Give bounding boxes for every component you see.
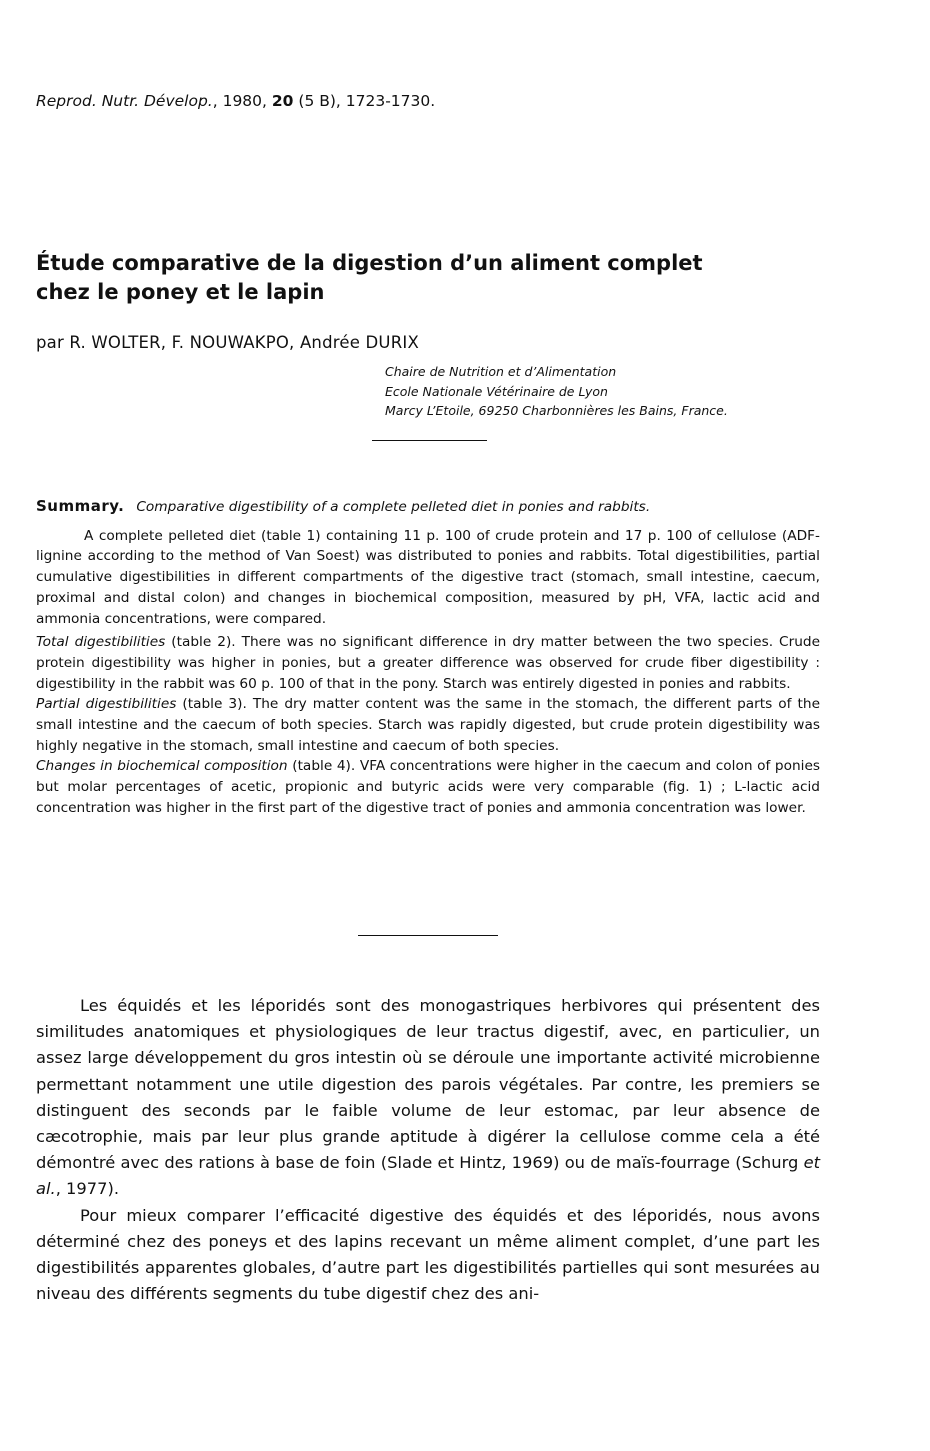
divider-rule <box>358 935 498 936</box>
affiliation-line-2: Ecole Nationale Vétérinaire de Lyon <box>385 383 608 399</box>
summary-sub-text: (table 3). The dry matter content was the same in the stomach, the different parts of the small intestine and the caecum of both species. Starch was rapidly digested, but crude protein digestibility was highly negative in the stomach, small intestine and caecum of both species. <box>36 696 820 754</box>
summary-sublabel: Total digestibilities <box>36 634 166 651</box>
journal-volume: 20 <box>271 92 294 110</box>
article-title <box>36 249 796 307</box>
summary-total-digestibilities <box>36 632 820 694</box>
body-text-span: , 1977). <box>55 1179 119 1199</box>
affiliation-line-3: Marcy L’Etoile, 69250 Charbonnières les Bains, France. <box>385 403 728 418</box>
summary-paragraph: A complete pelleted diet (table 1) containing 11 p. 100 of crude protein and 17 p. 100 of cellulose (ADF-lignine according to the method of Van Soest) was distributed to ponies and rabbits. Total digestibilities, partial cumulative digestibilities in different compartments of the digestive tract (stomach, small intestine, caecum, proximal and distal colon) and changes in biochemical composition, measured by pH, VFA, lactic acid and ammonia concentrations, were compared. <box>36 527 820 627</box>
summary-english-title: Comparative digestibility of a complete pelleted diet in ponies and rabbits. <box>136 499 651 515</box>
summary-sub-text: (table 2). There was no significant difference in dry matter between the two species. Crude protein digestibility was higher in ponies, but a greater difference was observed for crude fiber digestibility : digestibility in the rabbit was 60 p. 100 of that in the pony. Starch was entirely digested in ponies and rabbits. <box>36 634 821 692</box>
summary-heading-line <box>36 496 820 518</box>
authors: par R. WOLTER, F. NOUWAKPO, Andrée DURIX <box>36 333 419 352</box>
summary-heading: Summary. <box>36 497 125 515</box>
summary-section <box>36 496 820 819</box>
journal-year: , 1980, <box>212 92 272 110</box>
journal-reference <box>36 92 435 110</box>
affiliation <box>385 362 728 421</box>
summary-sub-text: (table 4). VFA concentrations were higher in the caecum and colon of ponies but molar percentages of acetic, propionic and butyric acids were very comparable (fig. 1) ; L-lactic acid concentration was higher in the first part of the digestive tract of ponies and ammonia concentration was lower. <box>36 758 820 816</box>
summary-sublabel: Partial digestibilities <box>36 696 177 713</box>
journal-issue-pages: (5 B), 1723-1730. <box>293 92 436 110</box>
body-text <box>36 993 820 1307</box>
citation-et-al: et al. <box>36 1153 820 1199</box>
journal-abbrev: Reprod. Nutr. Dévelop. <box>36 92 213 110</box>
body-text-span: Les équidés et les léporidés sont des monogastriques herbivores qui présentent des similitudes anatomiques et physiologiques de leur tractus digestif, avec, en particulier, un assez large développement du gros intestin où se déroule une importante activité microbienne permettant notamment une utile digestion des parois végétales. Par contre, les premiers se distinguent des seconds par le faible volume de leur estomac, par leur absence de cæcotrophie, mais par leur plus grande aptitude à digérer la cellulose comme cela a été démontré avec des rations à base de foin (Slade et Hintz, 1969) ou de maïs-fourrage (Schurg <box>36 996 820 1173</box>
body-paragraph <box>36 993 820 1203</box>
summary-sublabel: Changes in biochemical composition <box>36 758 288 775</box>
title-line-2: chez le poney et le lapin <box>36 280 325 304</box>
affiliation-line-1: Chaire de Nutrition et d’Alimentation <box>385 364 617 379</box>
summary-partial-digestibilities <box>36 694 820 756</box>
title-line-1: Étude comparative de la digestion d’un aliment complet <box>36 251 703 275</box>
summary-biochemical-changes <box>36 756 820 818</box>
divider-rule <box>372 440 487 441</box>
body-paragraph: Pour mieux comparer l’efficacité digestive des équidés et des léporidés, nous avons déterminé chez des poneys et des lapins recevant un même aliment complet, d’une part les digestibilités apparentes globales, d’autre part les digestibilités partielles qui sont mesurées au niveau des différents segments du tube digestif chez des ani- <box>36 1205 820 1304</box>
